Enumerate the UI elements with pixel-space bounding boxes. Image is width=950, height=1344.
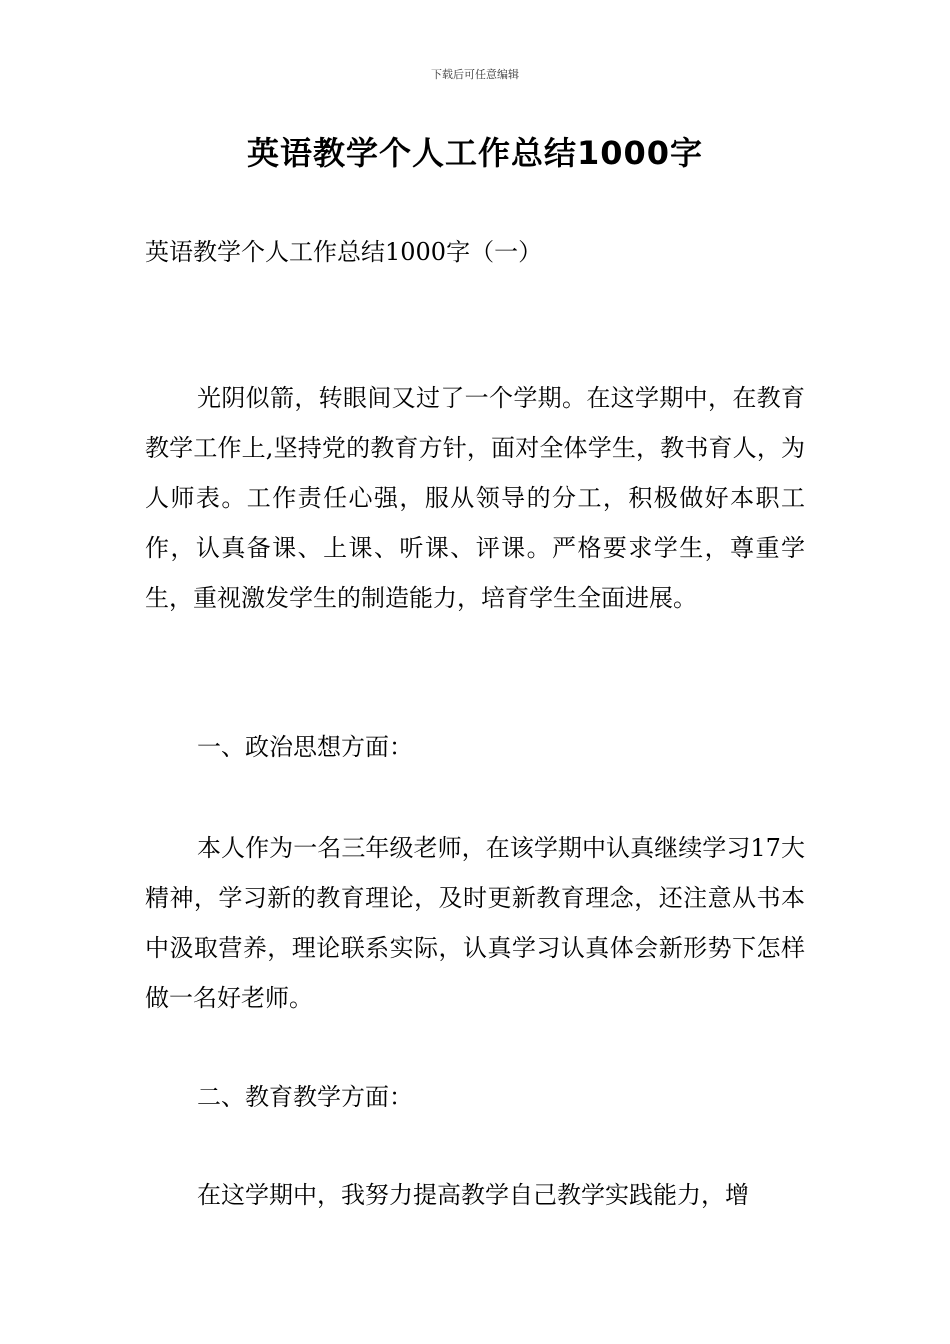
- paragraph-political-thought: 本人作为一名三年级老师，在该学期中认真继续学习17大精神，学习新的教育理论，及时更新教育理念，还注意从书本中汲取营养，理论联系实际，认真学习认真体会新形势下怎样做一名好老师。: [145, 834, 805, 1012]
- header-note: 下载后可任意编辑: [431, 68, 519, 81]
- heading-teaching: 二、教育教学方面：: [197, 1083, 413, 1111]
- paragraph-intro: 光阴似箭，转眼间又过了一个学期。在这学期中，在教育教学工作上,坚持党的教育方针，面对全体学生，教书育人，为人师表。工作责任心强，服从领导的分工，积极做好本职工作，认真备课、上课、听课、评课。严格要求学生，尊重学生，重视激发学生的制造能力，培育学生全面进展。: [145, 384, 805, 612]
- section-subtitle: 英语教学个人工作总结1000字（一）: [145, 238, 543, 266]
- paragraph-teaching: 在这学期中，我努力提高教学自己教学实践能力，增: [197, 1181, 749, 1209]
- heading-political-thought: 一、政治思想方面：: [197, 733, 413, 761]
- page-title: 英语教学个人工作总结1000字: [246, 134, 704, 172]
